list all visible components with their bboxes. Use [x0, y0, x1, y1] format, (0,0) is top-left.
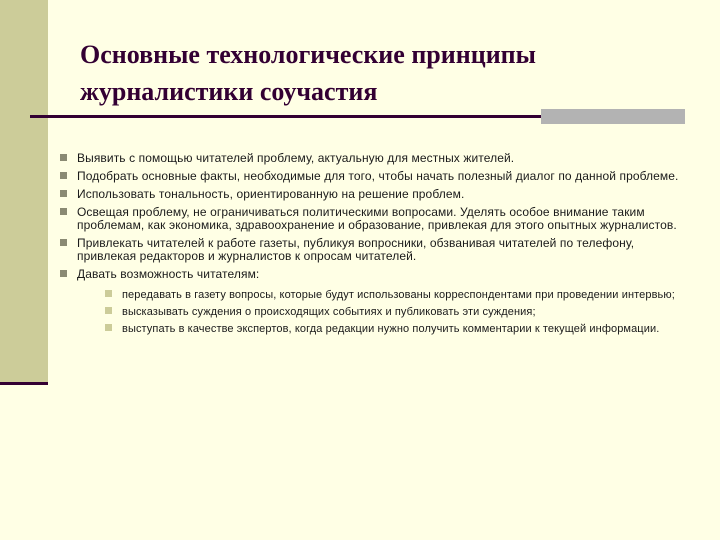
bullet-item: [60, 188, 680, 201]
bullet-item: [60, 268, 680, 335]
bullet-item: [60, 170, 680, 183]
title-accent-block: [541, 109, 685, 124]
bullet-text: Выявить с помощью читателей проблему, актуальную для местных жителей.: [77, 151, 515, 165]
slide-title: Основные технологические принципы журналистики соучастия: [80, 40, 536, 106]
side-decor-bar: [0, 0, 48, 382]
bullet-item: [60, 206, 680, 232]
sub-bullet-item: [105, 306, 680, 318]
bullet-text: Освещая проблему, не ограничиваться политическими вопросами. Уделять особое внимание таким проблемам, как экономика, здравоохранение и образование, привлекая для этого опытных журналистов.: [77, 205, 677, 232]
bullet-text: Давать возможность читателям:: [77, 267, 260, 281]
square-bullet-icon: [60, 154, 67, 161]
square-bullet-icon: [60, 239, 67, 246]
sub-bullet-text: передавать в газету вопросы, которые будут использованы корреспондентами при проведении интервью;: [122, 289, 675, 301]
bullet-list: [60, 152, 680, 340]
bullet-item: [60, 237, 680, 263]
bullet-text: Привлекать читателей к работе газеты, публикуя вопросники, обзванивая читателей по телефону, привлекая редакторов и журналистов к опросам читателей.: [77, 236, 635, 263]
sub-bullet-text: выступать в качестве экспертов, когда редакции нужно получить комментарии к текущей информации.: [122, 323, 660, 335]
sub-bullet-item: [105, 323, 680, 335]
bullet-text: Подобрать основные факты, необходимые для того, чтобы начать полезный диалог по данной проблеме.: [77, 169, 679, 183]
sub-bullet-item: [105, 289, 680, 301]
square-bullet-icon: [60, 172, 67, 179]
square-sub-bullet-icon: [105, 307, 112, 314]
sub-bullet-text: высказывать суждения о происходящих событиях и публиковать эти суждения;: [122, 306, 536, 318]
bullet-item: [60, 152, 680, 165]
bullet-text: Использовать тональность, ориентированную на решение проблем.: [77, 187, 465, 201]
square-bullet-icon: [60, 190, 67, 197]
square-bullet-icon: [60, 270, 67, 277]
sub-bullet-list: [105, 289, 680, 335]
square-sub-bullet-icon: [105, 290, 112, 297]
square-sub-bullet-icon: [105, 324, 112, 331]
square-bullet-icon: [60, 208, 67, 215]
side-decor-bar-edge: [0, 382, 48, 385]
sub-bullet-wrap: [77, 289, 680, 335]
